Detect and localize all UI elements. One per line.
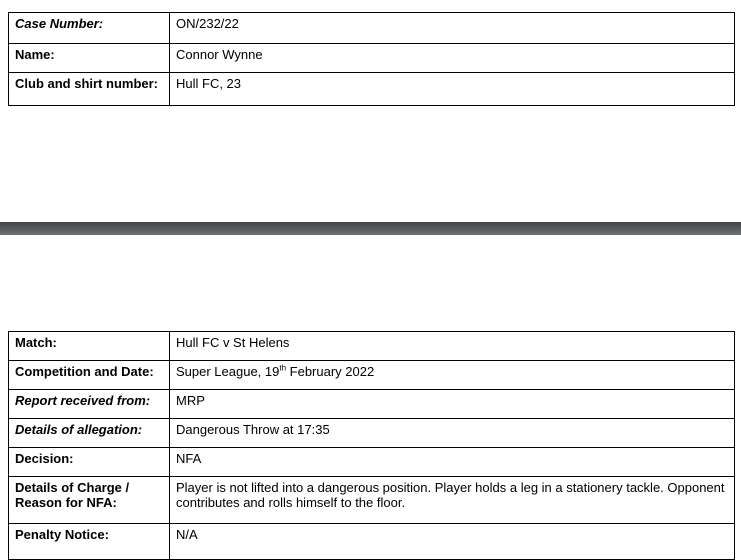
report-value: MRP [170,390,735,419]
table-row [9,419,735,448]
case-info-table [8,12,735,106]
competition-ordinal-suffix: th [279,363,287,373]
charge-label: Details of Charge / Reason for NFA: [9,477,170,524]
table-row [9,477,735,524]
club-label: Club and shirt number: [9,73,170,106]
competition-text-pre: Super League, 19 [176,364,280,379]
match-details-table [8,331,735,560]
allegation-label: Details of allegation: [9,419,170,448]
competition-text-post: February 2022 [286,364,375,379]
penalty-label: Penalty Notice: [9,524,170,560]
table-row [9,73,735,106]
charge-value: Player is not lifted into a dangerous position. Player holds a leg in a stationery tackle. Opponent contributes and rolls himself to the floor. [170,477,735,524]
competition-value [170,361,735,390]
match-value: Hull FC v St Helens [170,332,735,361]
table-row [9,44,735,73]
table-row [9,332,735,361]
name-value: Connor Wynne [170,44,735,73]
table-row [9,390,735,419]
table-row [9,524,735,560]
competition-label: Competition and Date: [9,361,170,390]
section-divider [0,222,741,235]
allegation-value: Dangerous Throw at 17:35 [170,419,735,448]
table-row [9,361,735,390]
table-row [9,448,735,477]
match-label: Match: [9,332,170,361]
report-label: Report received from: [9,390,170,419]
case-number-value: ON/232/22 [170,13,735,44]
table-row [9,13,735,44]
penalty-value: N/A [170,524,735,560]
club-value: Hull FC, 23 [170,73,735,106]
name-label: Name: [9,44,170,73]
case-number-label: Case Number: [9,13,170,44]
decision-value: NFA [170,448,735,477]
decision-label: Decision: [9,448,170,477]
